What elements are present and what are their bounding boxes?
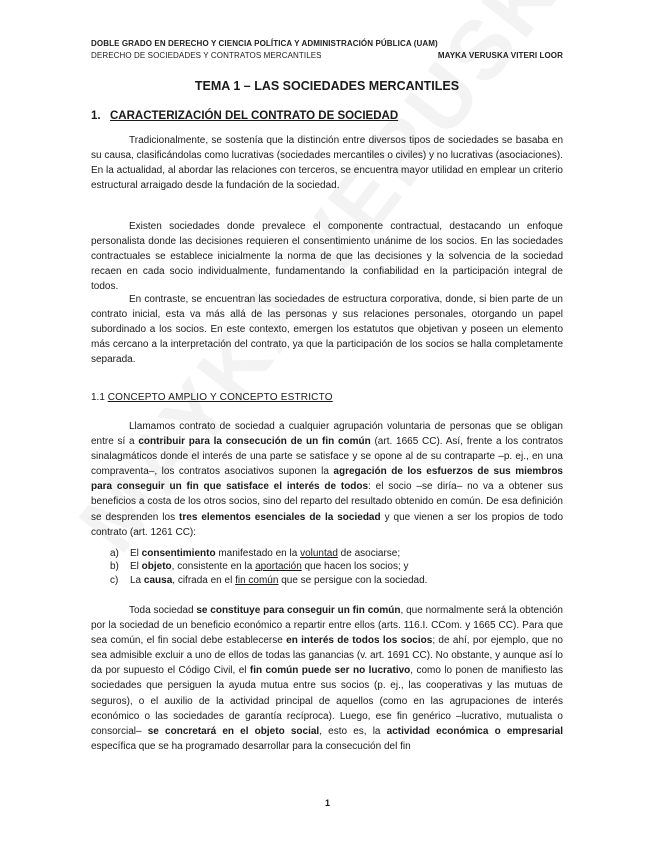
header-author: MAYKA VERUSKA VITERI LOOR [437,51,563,60]
subsection-number: 1.1 [91,392,105,403]
subsection-heading [91,392,333,403]
subsection-title: CONCEPTO AMPLIO Y CONCEPTO ESTRICTO [107,392,333,403]
page-number: 1 [324,798,330,808]
paragraph-3: En contraste, se encuentran las sociedades de estructura corporativa, donde, si bien parte de un contrato inicial, esta va más allá de las personas y sus relaciones personales, otorgando un papel subordinado a los socios. En este contexto, emergen los estatutos que objetivan y poseen un elemento más cercano a la interpretación del contrato, ya que la participación de los socios se halla completamente separada. [91,294,563,366]
list-item: c) La causa, cifrada en el fin común que se persigue con la sociedad. [110,574,428,586]
paragraph-1: Tradicionalmente, se sostenía que la distinción entre diversos tipos de sociedades se basaba en su causa, clasificándolas como lucrativas (sociedades mercantiles o civiles) y no lucrativas (asociaciones). En la actualidad, al abordar las relaciones con terceros, se encuentra mayor utilidad en emplear un criterio estructural arraigado desde la fundación de la sociedad. [91,135,563,192]
page-header [91,38,563,62]
section-number: 1. [91,110,101,122]
list-item: a) El consentimiento manifestado en la voluntad de asociarse; [110,548,401,559]
elements-list [110,547,550,587]
section-heading [91,110,398,122]
paragraph-5: Toda sociedad se constituye para conseguir un fin común, que normalmente será la obtención por la sociedad de un beneficio económico a repartir entre ellos (arts. 116.I. CCom. y 1665 CC). Para que sea común, el fin social debe establecerse en interés de todos los socios; de ahí, por ejemplo, que no sea admisible excluir a uno de ellos de todas las ganancias (v. art. 1691 CC). No obstante, y aunque así lo da por supuesto el Código Civil, el fin común puede ser no lucrativo, como lo ponen de manifiesto las sociedades que persiguen la ayuda mutua entre sus socios (p. ej., las cooperativas y las mutuas de seguros), o el auxilio de la actividad principal de aquellos (como en las agrupaciones de interés económico o las sociedades de garantía recíproca). Luego, ese fin genérico –lucrativo, mutualista o consorcial– se concretará en el objeto social, esto es, la actividad económica o empresarial específica que se ha programado desarrollar para la consecución del fin [91,605,564,752]
header-degree: DOBLE GRADO EN DERECHO Y CIENCIA POLÍTICA Y ADMINISTRACIÓN PÚBLICA (UAM) [91,39,438,48]
document-title: TEMA 1 – LAS SOCIEDADES MERCANTILES [194,79,460,93]
paragraph-2: Existen sociedades donde prevalece el componente contractual, destacando un enfoque personalista donde las decisiones requieren el consentimiento unánime de los socios. En las sociedades contractuales se establece inicialmente la norma de que las decisiones y la solvencia de la sociedad recaen en cada socio individualmente, fundamentando la confiabilidad en la participación integral de todos. [91,221,563,293]
header-course: DERECHO DE SOCIEDADES Y CONTRATOS MERCANTILES [91,51,322,60]
paragraph-4: Llamamos contrato de sociedad a cualquier agrupación voluntaria de personas que se obligan entre sí a contribuir para la consecución de un fin común (art. 1665 CC). Así, frente a los contratos sinalagmáticos donde el interés de una parte se satisface y se opone al de su contraparte –p. ej., en una compraventa–, los contratos asociativos suponen la agregación de los esfuerzos de sus miembros para conseguir un fin que satisface el interés de todos: el socio –se diría– no va a obtener sus beneficios a costa de los otros socios, sino del reparto del resultado obtenido en común. De esa definición se desprenden los tres elementos esenciales de la sociedad y que vienen a ser los propios de todo contrato (art. 1261 CC): [91,421,563,538]
list-item: b) El objeto, consistente en la aportación que hacen los socios; y [110,561,409,573]
section-title: CARACTERIZACIÓN DEL CONTRATO DE SOCIEDAD [110,110,399,122]
